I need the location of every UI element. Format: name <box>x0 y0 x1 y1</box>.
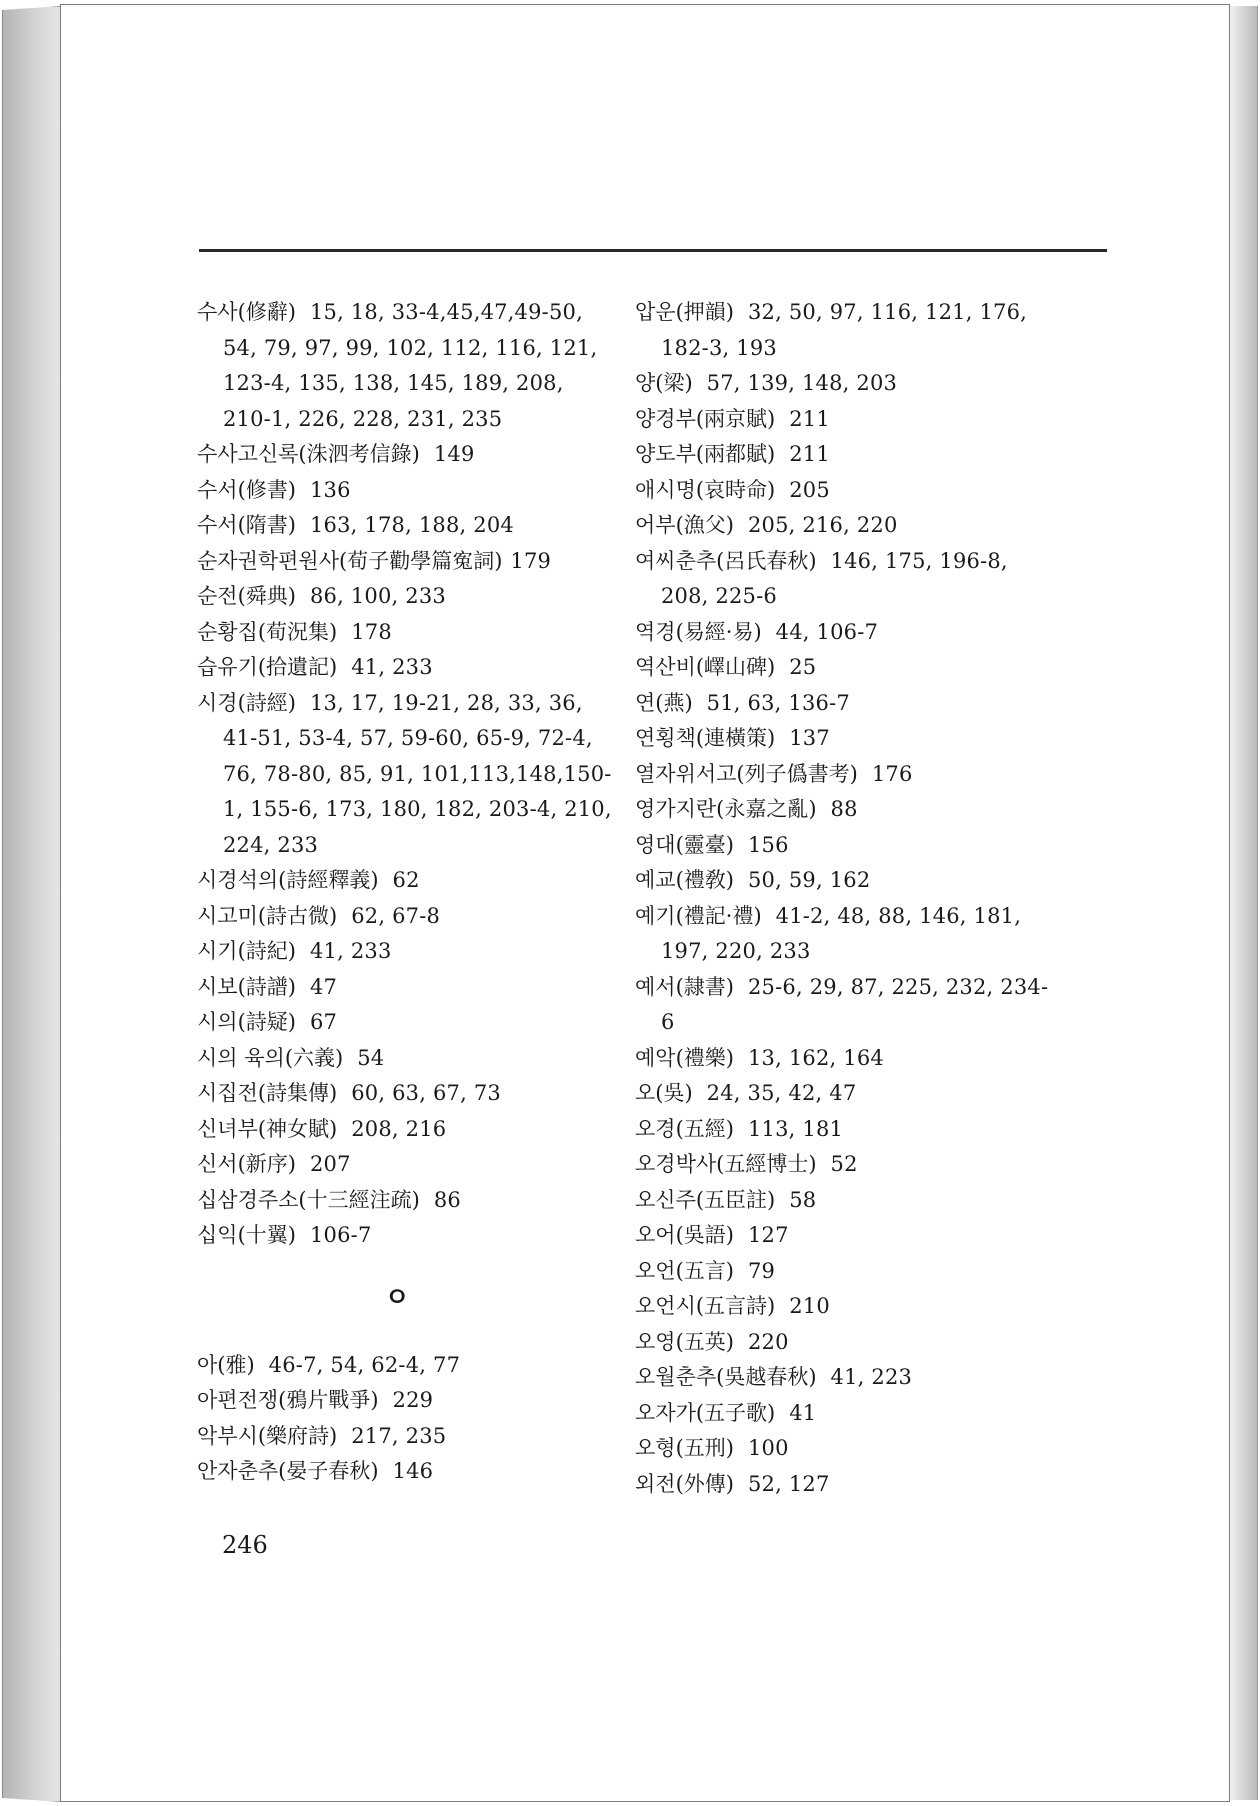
header-rule <box>199 249 1107 252</box>
page-number: 246 <box>222 1531 268 1559</box>
index-entry: 오월춘추(吳越春秋) 41, 223 <box>635 1365 913 1389</box>
index-entry: 순전(舜典) 86, 100, 233 <box>197 584 446 608</box>
index-entry: 오언시(五言詩) 210 <box>635 1294 830 1318</box>
index-column-right <box>635 295 1055 1502</box>
index-entry: 오영(五英) 220 <box>635 1329 789 1354</box>
section-heading: ㅇ <box>384 1282 410 1313</box>
book-page-edges <box>1229 6 1258 1800</box>
index-entry: 신서(新序) 207 <box>197 1152 351 1176</box>
index-entry: 영가지란(永嘉之亂) 88 <box>635 797 858 821</box>
index-entry: 예교(禮敎) 50, 59, 162 <box>635 868 871 892</box>
index-entry: 시집전(詩集傳) 60, 63, 67, 73 <box>197 1081 501 1105</box>
index-entry: 십삼경주소(十三經注疏) 86 <box>197 1187 461 1212</box>
index-entry: 수사고신록(洙泗考信錄) 149 <box>197 442 475 466</box>
index-entry: 시경(詩經) 13, 17, 19-21, 28, 33, 36, 41-51, 53-4, 57, 59-60, 65-9, 72-4, 76, 78-80, 85, 91, 101,113,148,150-1, 155-6, 173, 180, 182, 203-4, 210, 224, 233 <box>197 690 612 857</box>
index-entry: 순자권학편원사(荀子勸學篇寃詞) 179 <box>197 548 552 573</box>
index-entry: 오언(五言) 79 <box>635 1258 776 1283</box>
index-entry: 안자춘추(晏子春秋) 146 <box>197 1459 434 1483</box>
index-entry: 영대(靈臺) 156 <box>635 832 789 857</box>
index-entry: 순황집(荀況集) 178 <box>197 619 392 644</box>
index-entry: 수사(修辭) 15, 18, 33-4,45,47,49-50, 54, 79, 97, 99, 102, 112, 116, 121, 123-4, 135, 138, 145, 189, 208, 210-1, 226, 228, 231, 235 <box>197 300 598 431</box>
index-entry: 압운(押韻) 32, 50, 97, 116, 121, 176, 182-3, 193 <box>635 300 1028 360</box>
index-entry: 수서(隋書) 163, 178, 188, 204 <box>197 513 514 537</box>
index-entry: 신녀부(神女賦) 208, 216 <box>197 1116 447 1141</box>
index-entry: 역경(易經·易) 44, 106-7 <box>635 619 879 644</box>
index-entry: 여씨춘추(呂氏春秋) 146, 175, 196-8, 208, 225-6 <box>635 548 1008 608</box>
index-entry: 아(雅) 46-7, 54, 62-4, 77 <box>197 1352 461 1377</box>
index-entry: 열자위서고(列子僞書考) 176 <box>635 761 913 786</box>
index-entry: 예악(禮樂) 13, 162, 164 <box>635 1045 884 1070</box>
index-entry: 시의 육의(六義) 54 <box>197 1045 385 1070</box>
index-entry: 시기(詩紀) 41, 233 <box>197 939 392 963</box>
index-entry: 습유기(拾遺記) 41, 233 <box>197 655 433 679</box>
index-entry: 애시명(哀時命) 205 <box>635 477 830 502</box>
index-entry: 역산비(嶧山碑) 25 <box>635 655 817 679</box>
index-entry: 양경부(兩京賦) 211 <box>635 406 830 431</box>
index-entry: 시경석의(詩經釋義) 62 <box>197 868 420 892</box>
index-column-left <box>197 295 617 1490</box>
index-entry: 오자가(五子歌) 41 <box>635 1400 817 1425</box>
index-entry: 아편전쟁(鴉片戰爭) 229 <box>197 1388 434 1412</box>
index-entry: 시의(詩疑) 67 <box>197 1010 338 1034</box>
index-entry: 수서(修書) 136 <box>197 477 351 502</box>
index-entry: 시보(詩譜) 47 <box>197 974 338 999</box>
index-entry: 외전(外傳) 52, 127 <box>635 1471 830 1496</box>
index-entry: 연횡책(連橫策) 137 <box>635 726 830 750</box>
index-entry: 연(燕) 51, 63, 136-7 <box>635 690 850 715</box>
index-entry: 오경박사(五經博士) 52 <box>635 1152 858 1176</box>
index-entry: 악부시(樂府詩) 217, 235 <box>197 1423 447 1448</box>
index-entry: 양도부(兩都賦) 211 <box>635 442 830 466</box>
book-page <box>60 4 1230 1802</box>
index-entry: 오신주(五臣註) 58 <box>635 1187 817 1212</box>
index-entry: 오형(五刑) 100 <box>635 1436 789 1460</box>
index-entry: 어부(漁父) 205, 216, 220 <box>635 513 898 537</box>
index-entry: 오어(吳語) 127 <box>635 1223 789 1247</box>
index-entry: 십익(十翼) 106-7 <box>197 1223 372 1247</box>
index-entry: 오(吳) 24, 35, 42, 47 <box>635 1081 857 1105</box>
book-spine-edge <box>2 6 62 1802</box>
index-entry: 시고미(詩古微) 62, 67-8 <box>197 903 441 928</box>
index-entry: 오경(五經) 113, 181 <box>635 1116 844 1141</box>
index-entry: 예서(隷書) 25-6, 29, 87, 225, 232, 234-6 <box>635 974 1049 1034</box>
index-entry: 예기(禮記·禮) 41-2, 48, 88, 146, 181, 197, 220, 233 <box>635 903 1022 963</box>
index-entry: 양(梁) 57, 139, 148, 203 <box>635 371 898 395</box>
